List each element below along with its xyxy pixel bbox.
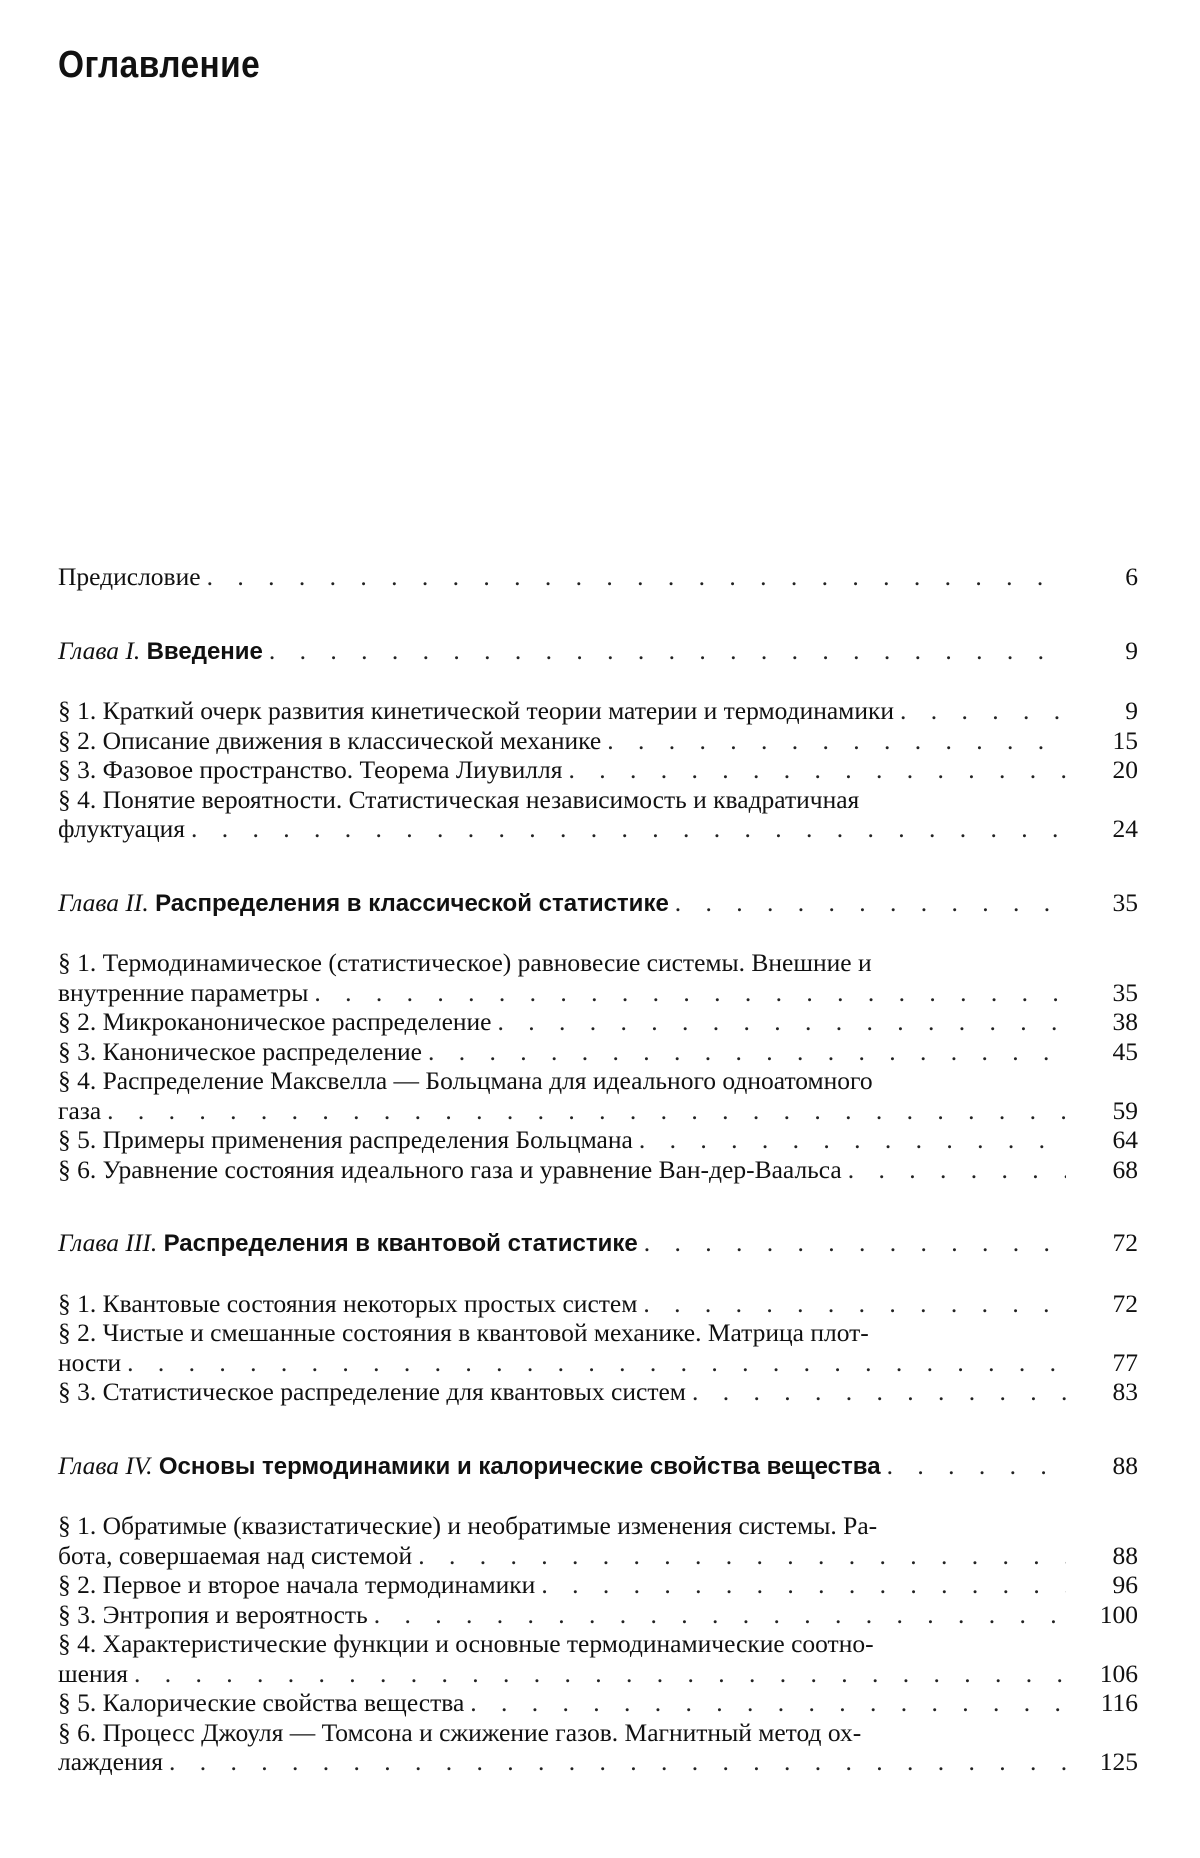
chapter-title: Распределения в квантовой статистике <box>163 1230 638 1257</box>
page-number: 35 <box>1112 887 1138 917</box>
toc-entry-text: § 3. Статистическое распределение для квантовых систем <box>58 1377 686 1406</box>
dot-leader <box>848 1155 1066 1185</box>
dot-leader <box>607 726 1066 756</box>
toc-entry-text-first-line: § 1. Обратимые (квазистатические) и необратимые изменения системы. Ра- <box>58 1511 878 1540</box>
toc-line <box>58 814 1138 844</box>
toc-line <box>58 696 1138 726</box>
chapter-label: Глава IV. <box>58 1450 153 1480</box>
dot-leader <box>643 1289 1066 1319</box>
dot-leader <box>541 1570 1066 1600</box>
dot-leader <box>568 755 1066 785</box>
toc-line <box>58 1348 1138 1378</box>
toc-line <box>58 1659 1138 1689</box>
toc-section-entry <box>58 1688 1138 1718</box>
toc-section-entry <box>58 1155 1138 1185</box>
toc-section-entry <box>58 1377 1138 1407</box>
toc-line <box>58 1570 1138 1600</box>
page-number: 20 <box>1112 755 1138 784</box>
toc-line <box>58 1377 1138 1407</box>
page-number: 9 <box>1125 635 1138 665</box>
toc-entry-text: § 3. Фазовое пространство. Теорема Лиувилля <box>58 755 563 784</box>
page-number: 68 <box>1112 1154 1138 1184</box>
page-number: 72 <box>1112 1288 1138 1318</box>
toc-section-entry <box>58 1718 1138 1777</box>
toc-line <box>58 755 1138 785</box>
dot-leader <box>374 1600 1066 1630</box>
toc-entry-text: § 5. Примеры применения распределения Больцмана <box>58 1125 633 1154</box>
toc-line <box>58 1155 1138 1185</box>
toc-section-entry <box>58 1066 1138 1125</box>
page-number: 116 <box>1100 1688 1138 1717</box>
toc-entry-text: шения <box>58 1658 128 1688</box>
toc-line <box>58 1125 1138 1155</box>
toc-entry-text: § 6. Уравнение состояния идеального газа и уравнение Ван-дер-Ваальса <box>58 1154 842 1184</box>
toc-entry-text: § 2. Первое и второе начала термодинамики <box>58 1570 536 1599</box>
toc-chapter-heading <box>58 636 263 667</box>
toc-entry-text: ности <box>58 1347 122 1377</box>
toc-entry-text: внутренние параметры <box>58 977 309 1007</box>
page-number: 24 <box>1112 814 1138 843</box>
dot-leader <box>207 562 1066 592</box>
page-number: 96 <box>1112 1570 1138 1599</box>
page-number: 106 <box>1099 1658 1138 1688</box>
toc-entry-text-first-line: § 4. Характеристические функции и основные термодинамические соотно- <box>58 1629 874 1658</box>
toc-chapter-heading <box>58 1451 881 1482</box>
page-number: 38 <box>1112 1007 1138 1036</box>
dot-leader <box>470 1688 1066 1718</box>
toc-entry-text: § 3. Энтропия и вероятность <box>58 1599 368 1629</box>
toc-section-entry <box>58 1600 1138 1630</box>
page-number: 15 <box>1112 725 1138 755</box>
toc-chapter-heading <box>58 888 669 919</box>
page-number: 64 <box>1112 1125 1138 1154</box>
toc-line <box>58 978 1138 1008</box>
toc-section-entry <box>58 948 1138 1007</box>
chapter-label: Глава II. <box>58 887 149 917</box>
page-number: 88 <box>1112 1540 1138 1570</box>
toc-entry-text: газа <box>58 1095 102 1125</box>
dot-leader <box>191 814 1066 844</box>
page-number: 59 <box>1112 1095 1138 1125</box>
toc-section-entry <box>58 696 1138 726</box>
chapter-label: Глава III. <box>58 1228 158 1257</box>
toc-entry-text-first-line: § 4. Распределение Максвелла — Больцмана для идеального одноатомного <box>58 1066 873 1095</box>
toc-chapter-entry <box>58 1228 1138 1259</box>
toc-preface-entry <box>58 562 1138 592</box>
toc-section-entry <box>58 1570 1138 1600</box>
chapter-title: Распределения в классической статистике <box>155 889 669 917</box>
toc-entry-text: § 5. Калорические свойства вещества <box>58 1688 465 1717</box>
toc-line <box>58 1037 1138 1067</box>
dot-leader <box>169 1747 1066 1777</box>
chapter-title: Введение <box>146 637 263 665</box>
page-title: Оглавление <box>58 44 261 86</box>
toc-section-entry <box>58 1289 1138 1319</box>
toc-line <box>58 726 1138 756</box>
toc-entry-text: лаждения <box>58 1747 163 1776</box>
toc-line <box>58 1007 1138 1037</box>
toc-line <box>58 1451 1138 1482</box>
dot-leader <box>127 1348 1066 1378</box>
toc-entry-text-first-line: § 1. Термодинамическое (статистическое) равновесие системы. Внешние и <box>58 948 872 977</box>
toc-entry-text: § 3. Каноническое распределение <box>58 1036 422 1066</box>
toc-line <box>58 1228 1138 1259</box>
dot-leader <box>269 636 1066 666</box>
toc-line <box>58 562 1138 592</box>
toc-chapter-entry <box>58 636 1138 667</box>
toc-section-entry <box>58 1318 1138 1377</box>
toc-entry-text: флуктуация <box>58 814 185 843</box>
toc-entry-text: § 1. Краткий очерк развития кинетической теории материи и термодинамики <box>58 696 894 725</box>
page-number: 77 <box>1112 1347 1138 1377</box>
page-number: 9 <box>1125 696 1138 725</box>
toc-section-entry <box>58 785 1138 844</box>
toc-entry-text: бота, совершаемая над системой <box>58 1540 413 1570</box>
page-number: 72 <box>1112 1228 1138 1257</box>
toc-section-entry <box>58 1007 1138 1037</box>
page-number: 83 <box>1112 1377 1138 1406</box>
toc-entry-text-first-line: § 4. Понятие вероятности. Статистическая независимость и квадратичная <box>58 784 860 814</box>
toc-entry-text-first-line: § 6. Процесс Джоуля — Томсона и сжижение газов. Магнитный метод ох- <box>58 1717 862 1747</box>
toc-section-entry <box>58 1037 1138 1067</box>
page-number: 45 <box>1112 1036 1138 1066</box>
toc-chapter-entry <box>58 1451 1138 1482</box>
toc-chapter-entry <box>58 888 1138 919</box>
page-number: 88 <box>1112 1450 1138 1480</box>
toc-line <box>58 1289 1138 1319</box>
dot-leader <box>887 1451 1066 1481</box>
toc-entry-text: § 1. Квантовые состояния некоторых простых систем <box>58 1288 638 1318</box>
toc-entry-text: § 2. Описание движения в классической механике <box>58 725 602 755</box>
dot-leader <box>428 1037 1066 1067</box>
table-of-contents <box>58 562 1138 1777</box>
toc-line <box>58 1747 1138 1777</box>
toc-line <box>58 1541 1138 1571</box>
toc-entry-text-first-line: § 2. Чистые и смешанные состояния в квантовой механике. Матрица плот- <box>58 1318 869 1347</box>
dot-leader <box>134 1659 1066 1689</box>
chapter-label: Глава I. <box>58 635 141 665</box>
dot-leader <box>675 888 1066 918</box>
dot-leader <box>107 1096 1066 1126</box>
toc-line <box>58 636 1138 667</box>
dot-leader <box>900 696 1066 726</box>
toc-section-entry <box>58 1629 1138 1688</box>
toc-section-entry <box>58 755 1138 785</box>
toc-section-entry <box>58 1511 1138 1570</box>
dot-leader <box>498 1007 1067 1037</box>
toc-chapter-heading <box>58 1228 638 1259</box>
dot-leader <box>692 1377 1066 1407</box>
page-number: 6 <box>1125 562 1138 591</box>
page-number: 125 <box>1099 1747 1138 1776</box>
dot-leader <box>639 1125 1066 1155</box>
toc-section-entry <box>58 726 1138 756</box>
toc-line <box>58 1096 1138 1126</box>
toc-line <box>58 1688 1138 1718</box>
toc-entry-text: Предисловие <box>58 562 201 591</box>
page-number: 100 <box>1099 1599 1138 1629</box>
page-number: 35 <box>1112 977 1138 1007</box>
dot-leader <box>314 978 1066 1008</box>
toc-line <box>58 1600 1138 1630</box>
toc-line <box>58 888 1138 919</box>
chapter-title: Основы термодинамики и калорические свойства вещества <box>158 1452 881 1480</box>
dot-leader <box>418 1541 1066 1571</box>
dot-leader <box>644 1228 1066 1258</box>
toc-entry-text: § 2. Микроканоническое распределение <box>58 1007 492 1036</box>
toc-section-entry <box>58 1125 1138 1155</box>
